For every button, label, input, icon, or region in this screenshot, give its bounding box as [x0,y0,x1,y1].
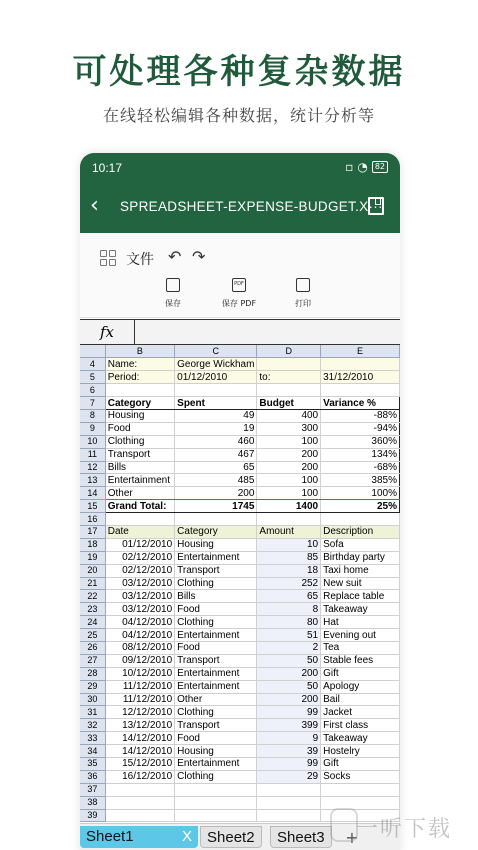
grid-cell[interactable]: -68% [321,461,400,474]
grid-cell[interactable]: 360% [321,435,400,448]
grid-cell[interactable]: Variance % [321,397,400,410]
tab-sheet1[interactable] [80,826,198,848]
wifi-icon: ◔ [357,160,368,174]
table-row [80,616,400,629]
grid-cell[interactable]: Description [321,525,400,538]
grid-cell[interactable] [321,384,400,397]
table-row [80,590,400,603]
grid-cell[interactable] [257,809,321,822]
column-header-row [80,345,400,358]
grid-cell[interactable]: 134% [321,448,400,461]
tab-label: Sheet1 [86,828,134,845]
row-number[interactable]: 11 [80,448,105,461]
grid-cell[interactable] [175,809,257,822]
grid-cell[interactable] [257,796,321,809]
row-number[interactable]: 20 [80,564,105,577]
status-icons [345,160,388,174]
grid-cell[interactable]: Food [105,422,174,435]
grid-cell[interactable]: Entertainment [175,667,257,680]
save-icon [166,278,180,292]
grid-cell[interactable]: Hat [321,616,400,629]
grid-cell[interactable]: Bills [175,590,257,603]
row-number[interactable]: 23 [80,603,105,616]
grid-cell[interactable]: 10/12/2010 [105,667,174,680]
grid-cell[interactable]: 9 [257,732,321,745]
grid-cell[interactable]: 100% [321,487,400,500]
grid-cell[interactable]: 08/12/2010 [105,641,174,654]
grid-cell[interactable]: Other [175,693,257,706]
grid-cell[interactable]: Gift [321,667,400,680]
table-row [80,448,400,461]
row-number[interactable]: 33 [80,732,105,745]
row-number[interactable]: 4 [80,358,105,371]
grid-cell[interactable]: George Wickham [175,358,257,371]
row-number[interactable]: 8 [80,409,105,422]
grid-cell[interactable]: 2 [257,641,321,654]
grid-cell[interactable]: Clothing [105,435,174,448]
table-row [80,706,400,719]
grid-cell[interactable]: Entertainment [175,629,257,642]
grid-cell[interactable] [175,384,257,397]
row-number[interactable]: 34 [80,745,105,758]
grid-cell[interactable]: 300 [257,422,321,435]
save-label: 保存 [165,299,181,308]
grid-cell[interactable]: 04/12/2010 [105,629,174,642]
grid-cell[interactable]: Bail [321,693,400,706]
pdf-icon: PDF [232,278,246,292]
corner-cell[interactable] [80,345,105,358]
grid-cell[interactable]: Entertainment [105,474,174,487]
row-number[interactable]: 19 [80,551,105,564]
status-bar [80,153,400,181]
grid-cell[interactable] [105,796,174,809]
grid-cell[interactable]: 200 [257,667,321,680]
row-number[interactable]: 22 [80,590,105,603]
grid-cell[interactable]: 50 [257,654,321,667]
grid-cell[interactable] [321,358,400,371]
row-number[interactable]: 18 [80,538,105,551]
grid-cell[interactable]: 14/12/2010 [105,732,174,745]
grid-cell[interactable]: Amount [257,525,321,538]
grid-cell[interactable]: Takeaway [321,603,400,616]
table-row [80,745,400,758]
grid-cell[interactable]: Other [105,487,174,500]
grid-cell[interactable]: Housing [175,745,257,758]
grid-cell[interactable]: Transport [105,448,174,461]
grid-cell[interactable] [321,513,400,526]
row-number[interactable]: 30 [80,693,105,706]
grid-cell[interactable]: -88% [321,409,400,422]
grid-cell[interactable]: Clothing [175,577,257,590]
grid-cell[interactable]: 85 [257,551,321,564]
column-header[interactable]: B [105,345,174,358]
add-sheet-button[interactable]: + [345,828,359,847]
row-number[interactable]: 29 [80,680,105,693]
grid-cell[interactable]: 01/12/2010 [105,538,174,551]
toolbar-top [80,233,400,278]
grid-cell[interactable] [257,783,321,796]
app-bar [80,181,400,233]
grid-cell[interactable]: 200 [257,448,321,461]
grid-cell[interactable]: 02/12/2010 [105,551,174,564]
row-number[interactable]: 6 [80,384,105,397]
grid-cell[interactable]: 39 [257,745,321,758]
grid-cell[interactable]: 16/12/2010 [105,770,174,783]
grid-cell[interactable]: to: [257,371,321,384]
redo-icon[interactable]: ↷ [192,247,206,266]
grid-cell[interactable]: 200 [175,487,257,500]
grid-cell[interactable]: 02/12/2010 [105,564,174,577]
table-row [80,409,400,422]
watermark-logo [330,808,358,842]
table-row [80,641,400,654]
grid-cell[interactable]: First class [321,719,400,732]
row-number[interactable]: 38 [80,796,105,809]
grid-cell[interactable]: Entertainment [175,680,257,693]
grid-cell[interactable]: 15/12/2010 [105,758,174,771]
row-number[interactable]: 24 [80,616,105,629]
undo-icon[interactable]: ↶ [168,247,182,266]
grid-cell[interactable]: 252 [257,577,321,590]
grid-cell[interactable]: Spent [175,397,257,410]
row-number[interactable]: 21 [80,577,105,590]
grid-cell[interactable]: 29 [257,770,321,783]
row-number[interactable]: 32 [80,719,105,732]
grid-cell[interactable]: 1745 [175,500,257,513]
grid-cell[interactable]: 31/12/2010 [321,371,400,384]
nfc-icon: ▫ [345,160,354,174]
row-number[interactable]: 9 [80,422,105,435]
table-row [80,422,400,435]
row-number[interactable]: 39 [80,809,105,822]
table-row [80,384,400,397]
grid-cell[interactable]: Evening out [321,629,400,642]
grid-cell[interactable]: Entertainment [175,758,257,771]
grid-cell[interactable]: Tea [321,641,400,654]
grid-cell[interactable]: Food [175,603,257,616]
formula-bar [80,319,400,345]
grid-cell[interactable]: Stable fees [321,654,400,667]
grid-cell[interactable]: 49 [175,409,257,422]
save-pdf-label: 保存 PDF [221,299,257,308]
table-row [80,513,400,526]
grid-cell[interactable]: Sofa [321,538,400,551]
table-row [80,551,400,564]
grid-cell[interactable]: Clothing [175,770,257,783]
grid-cell[interactable] [105,513,174,526]
grid-cell[interactable]: 51 [257,629,321,642]
tab-sheet3[interactable]: Sheet3 [270,826,332,848]
grid-cell[interactable]: 11/12/2010 [105,693,174,706]
grid-cell[interactable]: Takeaway [321,732,400,745]
toolbar-actions [80,278,400,318]
grid-cell[interactable]: 99 [257,758,321,771]
table-row [80,577,400,590]
printer-icon [296,278,310,292]
grid-cell[interactable]: 100 [257,474,321,487]
grid-cell[interactable] [175,796,257,809]
grid-cell[interactable]: Transport [175,564,257,577]
grid-cell[interactable]: Hostelry [321,745,400,758]
grid-cell[interactable]: 18 [257,564,321,577]
table-row [80,654,400,667]
grid-cell[interactable]: 467 [175,448,257,461]
grid-cell[interactable] [105,809,174,822]
row-number[interactable]: 37 [80,783,105,796]
table-row [80,358,400,371]
row-number[interactable]: 17 [80,525,105,538]
grid-cell[interactable]: Food [175,732,257,745]
grid-cell[interactable]: 19 [175,422,257,435]
table-row [80,435,400,448]
grid-cell[interactable]: 460 [175,435,257,448]
row-number[interactable]: 10 [80,435,105,448]
grid-cell[interactable]: 1400 [257,500,321,513]
grid-cell[interactable]: Category [105,397,174,410]
grid-cell[interactable]: 04/12/2010 [105,616,174,629]
column-header[interactable]: E [321,345,400,358]
grid-cell[interactable]: Socks [321,770,400,783]
table-row [80,758,400,771]
table-row [80,667,400,680]
close-tab-icon[interactable]: X [181,828,192,845]
column-header[interactable]: C [175,345,257,358]
table-row [80,680,400,693]
status-time: 10:17 [92,161,123,175]
grid-cell[interactable]: 400 [257,409,321,422]
grid-cell[interactable]: 65 [257,590,321,603]
bookmark-book-icon[interactable] [368,197,384,215]
table-row [80,487,400,500]
grid-cell[interactable] [175,513,257,526]
row-number[interactable]: 13 [80,474,105,487]
grid-cell[interactable]: 399 [257,719,321,732]
row-number[interactable]: 36 [80,770,105,783]
grid-cell[interactable]: 80 [257,616,321,629]
grid-cell[interactable] [257,384,321,397]
save-button[interactable] [148,278,198,309]
column-header[interactable]: D [257,345,321,358]
promo-headline: 可处理各种复杂数据 [72,52,406,92]
table-row [80,732,400,745]
table-row [80,525,400,538]
battery-icon: 82 [372,161,388,173]
grid-cell[interactable]: Transport [175,719,257,732]
grid-cell[interactable] [175,783,257,796]
row-number[interactable]: 27 [80,654,105,667]
grid-cell[interactable]: Name: [105,358,174,371]
print-label: 打印 [295,299,311,308]
grid-cell[interactable]: 485 [175,474,257,487]
table-row [80,538,400,551]
grid-cell[interactable] [321,796,400,809]
print-button[interactable] [278,278,328,309]
grid-cell[interactable]: Date [105,525,174,538]
grid-cell[interactable]: Grand Total: [105,500,174,513]
grid-cell[interactable]: Gift [321,758,400,771]
row-number[interactable]: 28 [80,667,105,680]
table-row [80,783,400,796]
row-number[interactable]: 15 [80,500,105,513]
grid-cell[interactable]: Taxi home [321,564,400,577]
grid-cell[interactable]: 03/12/2010 [105,603,174,616]
grid-cell[interactable] [257,513,321,526]
grid-cell[interactable]: 03/12/2010 [105,577,174,590]
chevron-left-icon[interactable]: ‹ [90,193,99,218]
grid-cell[interactable]: Clothing [175,706,257,719]
grid-cell[interactable]: Housing [105,409,174,422]
table-row [80,693,400,706]
row-number[interactable]: 12 [80,461,105,474]
grid-cell[interactable]: Birthday party [321,551,400,564]
row-number[interactable]: 25 [80,629,105,642]
grid-cell[interactable]: Jacket [321,706,400,719]
grid-cell[interactable]: 65 [175,461,257,474]
row-number[interactable]: 7 [80,397,105,410]
grid-cell[interactable]: 385% [321,474,400,487]
table-row [80,397,400,410]
grid-cell[interactable]: Bills [105,461,174,474]
grid-cell[interactable]: 01/12/2010 [175,371,257,384]
row-number[interactable]: 26 [80,641,105,654]
file-menu-button[interactable]: 文件 [126,252,154,268]
row-number[interactable]: 5 [80,371,105,384]
grid-cell[interactable] [321,783,400,796]
grid-cell[interactable] [257,358,321,371]
grid-cell[interactable]: Budget [257,397,321,410]
grid-cell[interactable]: 13/12/2010 [105,719,174,732]
grid-cell[interactable]: -94% [321,422,400,435]
grid-cell[interactable]: 99 [257,706,321,719]
grid-cell[interactable]: 8 [257,603,321,616]
grid-cell[interactable] [105,783,174,796]
table-row [80,629,400,642]
grid-cell[interactable]: 200 [257,693,321,706]
apps-grid-icon[interactable] [100,250,116,266]
tab-sheet2[interactable]: Sheet2 [200,826,262,848]
promo-subline: 在线轻松编辑各种数据，统计分析等 [102,106,375,125]
watermark-text: 一听下载 [356,817,453,842]
grid-cell[interactable]: 25% [321,500,400,513]
grid-cell[interactable]: Entertainment [175,551,257,564]
grid-cell[interactable]: 12/12/2010 [105,706,174,719]
grid-cell[interactable]: New suit [321,577,400,590]
grid-cell[interactable]: 100 [257,435,321,448]
grid-cell[interactable]: 10 [257,538,321,551]
document-title: SPREADSHEET-EXPENSE-BUDGET.X··· [120,199,383,214]
row-number[interactable]: 31 [80,706,105,719]
grid-cell[interactable]: Transport [175,654,257,667]
phone-frame [80,153,400,850]
spreadsheet-grid[interactable] [80,345,400,823]
table-row [80,603,400,616]
table-row [80,474,400,487]
grid-cell[interactable] [105,384,174,397]
grid-cell[interactable]: 200 [257,461,321,474]
table-row [80,461,400,474]
grid-cell[interactable]: 100 [257,487,321,500]
row-number[interactable]: 35 [80,758,105,771]
grid-cell[interactable]: Category [175,525,257,538]
grid-cell[interactable]: 14/12/2010 [105,745,174,758]
grid-cell[interactable]: 03/12/2010 [105,590,174,603]
grid-cell[interactable]: Replace table [321,590,400,603]
table-row [80,371,400,384]
grid-cell[interactable]: 09/12/2010 [105,654,174,667]
fx-icon: fx [80,320,135,344]
table-row [80,564,400,577]
grid-cell[interactable]: Housing [175,538,257,551]
grid-cell[interactable]: Food [175,641,257,654]
table-row [80,719,400,732]
save-pdf-button[interactable] [214,278,264,309]
table-row [80,796,400,809]
table-row [80,500,400,513]
grid-cell[interactable]: Apology [321,680,400,693]
table-row [80,770,400,783]
grid-cell[interactable]: Period: [105,371,174,384]
row-number[interactable]: 16 [80,513,105,526]
grid-cell[interactable]: 50 [257,680,321,693]
row-number[interactable]: 14 [80,487,105,500]
grid-cell[interactable]: 11/12/2010 [105,680,174,693]
grid-cell[interactable]: Clothing [175,616,257,629]
